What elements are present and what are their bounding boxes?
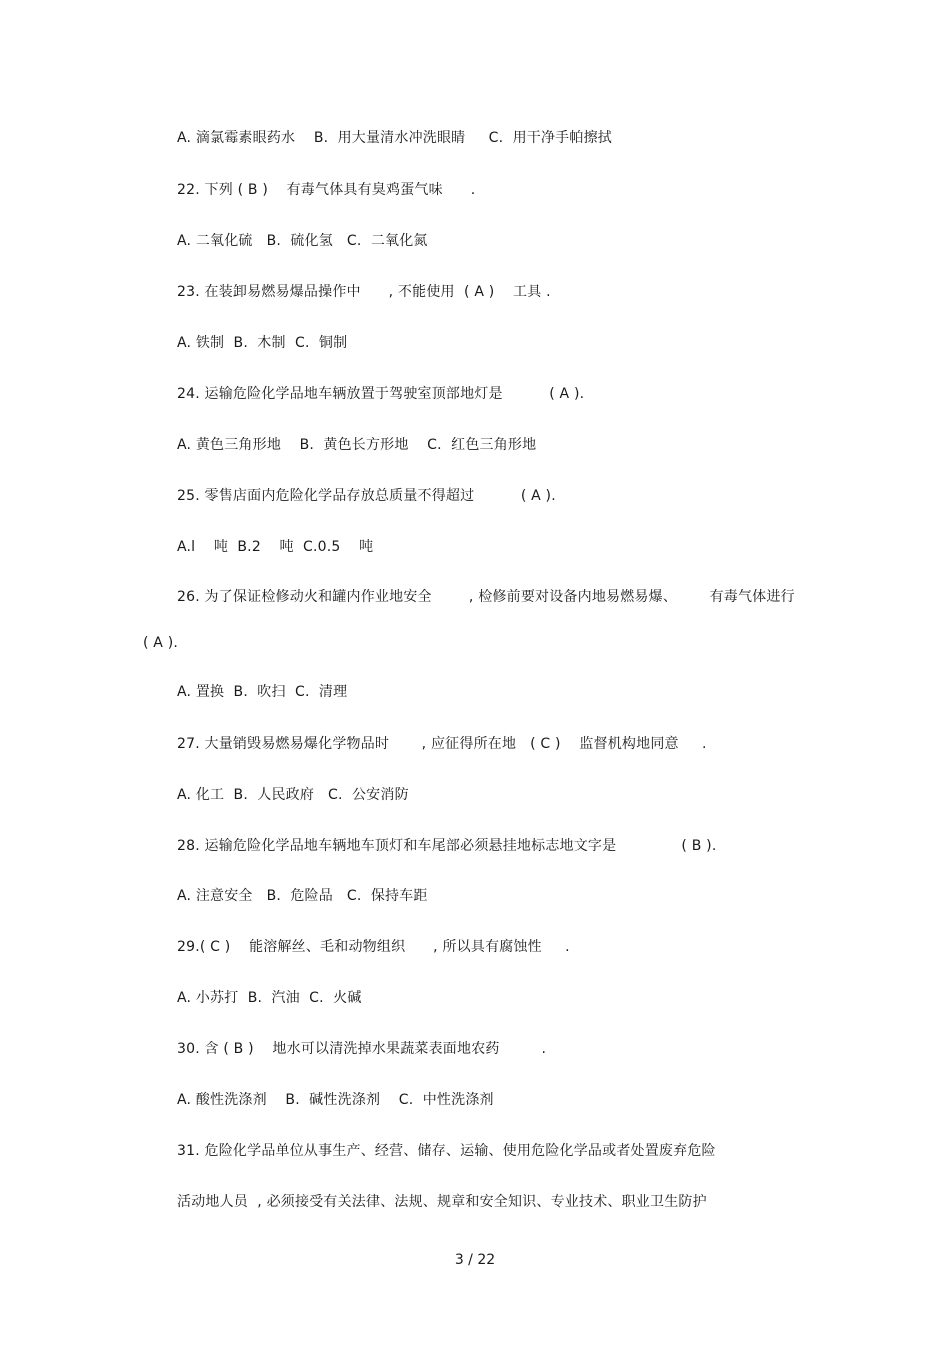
question-29: 29.( C ) 能溶解丝、毛和动物组织 , 所以具有腐蚀性 . [177, 939, 570, 955]
option-line-28: A. 注意安全 B. 危险品 C. 保持车距 [177, 888, 428, 904]
question-24: 24. 运输危险化学品地车辆放置于驾驶室顶部地灯是 ( A ). [177, 386, 585, 402]
option-line-22: A. 二氧化硫 B. 硫化氢 C. 二氧化氮 [177, 233, 428, 249]
question-26-continuation: ( A ). [143, 635, 179, 651]
question-23: 23. 在装卸易燃易爆品操作中 , 不能使用 ( A ) 工具 . [177, 284, 551, 300]
question-22: 22. 下列 ( B ) 有毒气体具有臭鸡蛋气味 . [177, 182, 476, 198]
option-line-23: A. 铁制 B. 木制 C. 铜制 [177, 335, 348, 351]
option-line-29: A. 小苏打 B. 汽油 C. 火碱 [177, 990, 362, 1006]
option-line-27: A. 化工 B. 人民政府 C. 公安消防 [177, 787, 409, 803]
question-30: 30. 含 ( B ) 地水可以清洗掉水果蔬菜表面地农药 . [177, 1041, 547, 1057]
question-27: 27. 大量销毁易燃易爆化学物品时 , 应征得所在地 ( C ) 监督机构地同意 . [177, 736, 707, 752]
question-28: 28. 运输危险化学品地车辆地车顶灯和车尾部必须悬挂地标志地文字是 ( B ). [177, 838, 717, 854]
question-25: 25. 零售店面内危险化学品存放总质量不得超过 ( A ). [177, 488, 556, 504]
option-line-25: A.l 吨 B.2 吨 C.0.5 吨 [177, 539, 374, 555]
question-31: 31. 危险化学品单位从事生产、经营、储存、运输、使用危险化学品或者处置废弃危险 [177, 1143, 716, 1159]
option-line-21: A. 滴氯霉素眼药水 B. 用大量清水冲洗眼睛 C. 用干净手帕擦拭 [177, 130, 612, 146]
page-number: 3 / 22 [454, 1252, 496, 1268]
option-line-30: A. 酸性洗涤剂 B. 碱性洗涤剂 C. 中性洗涤剂 [177, 1092, 494, 1108]
option-line-26: A. 置换 B. 吹扫 C. 清理 [177, 684, 348, 700]
question-26: 26. 为了保证检修动火和罐内作业地安全 , 检修前要对设备内地易燃易爆、 有毒气体进行 [177, 589, 795, 605]
option-line-24: A. 黄色三角形地 B. 黄色长方形地 C. 红色三角形地 [177, 437, 537, 453]
question-31-continuation: 活动地人员 , 必须接受有关法律、法规、规章和安全知识、专业技术、职业卫生防护 [177, 1194, 707, 1210]
